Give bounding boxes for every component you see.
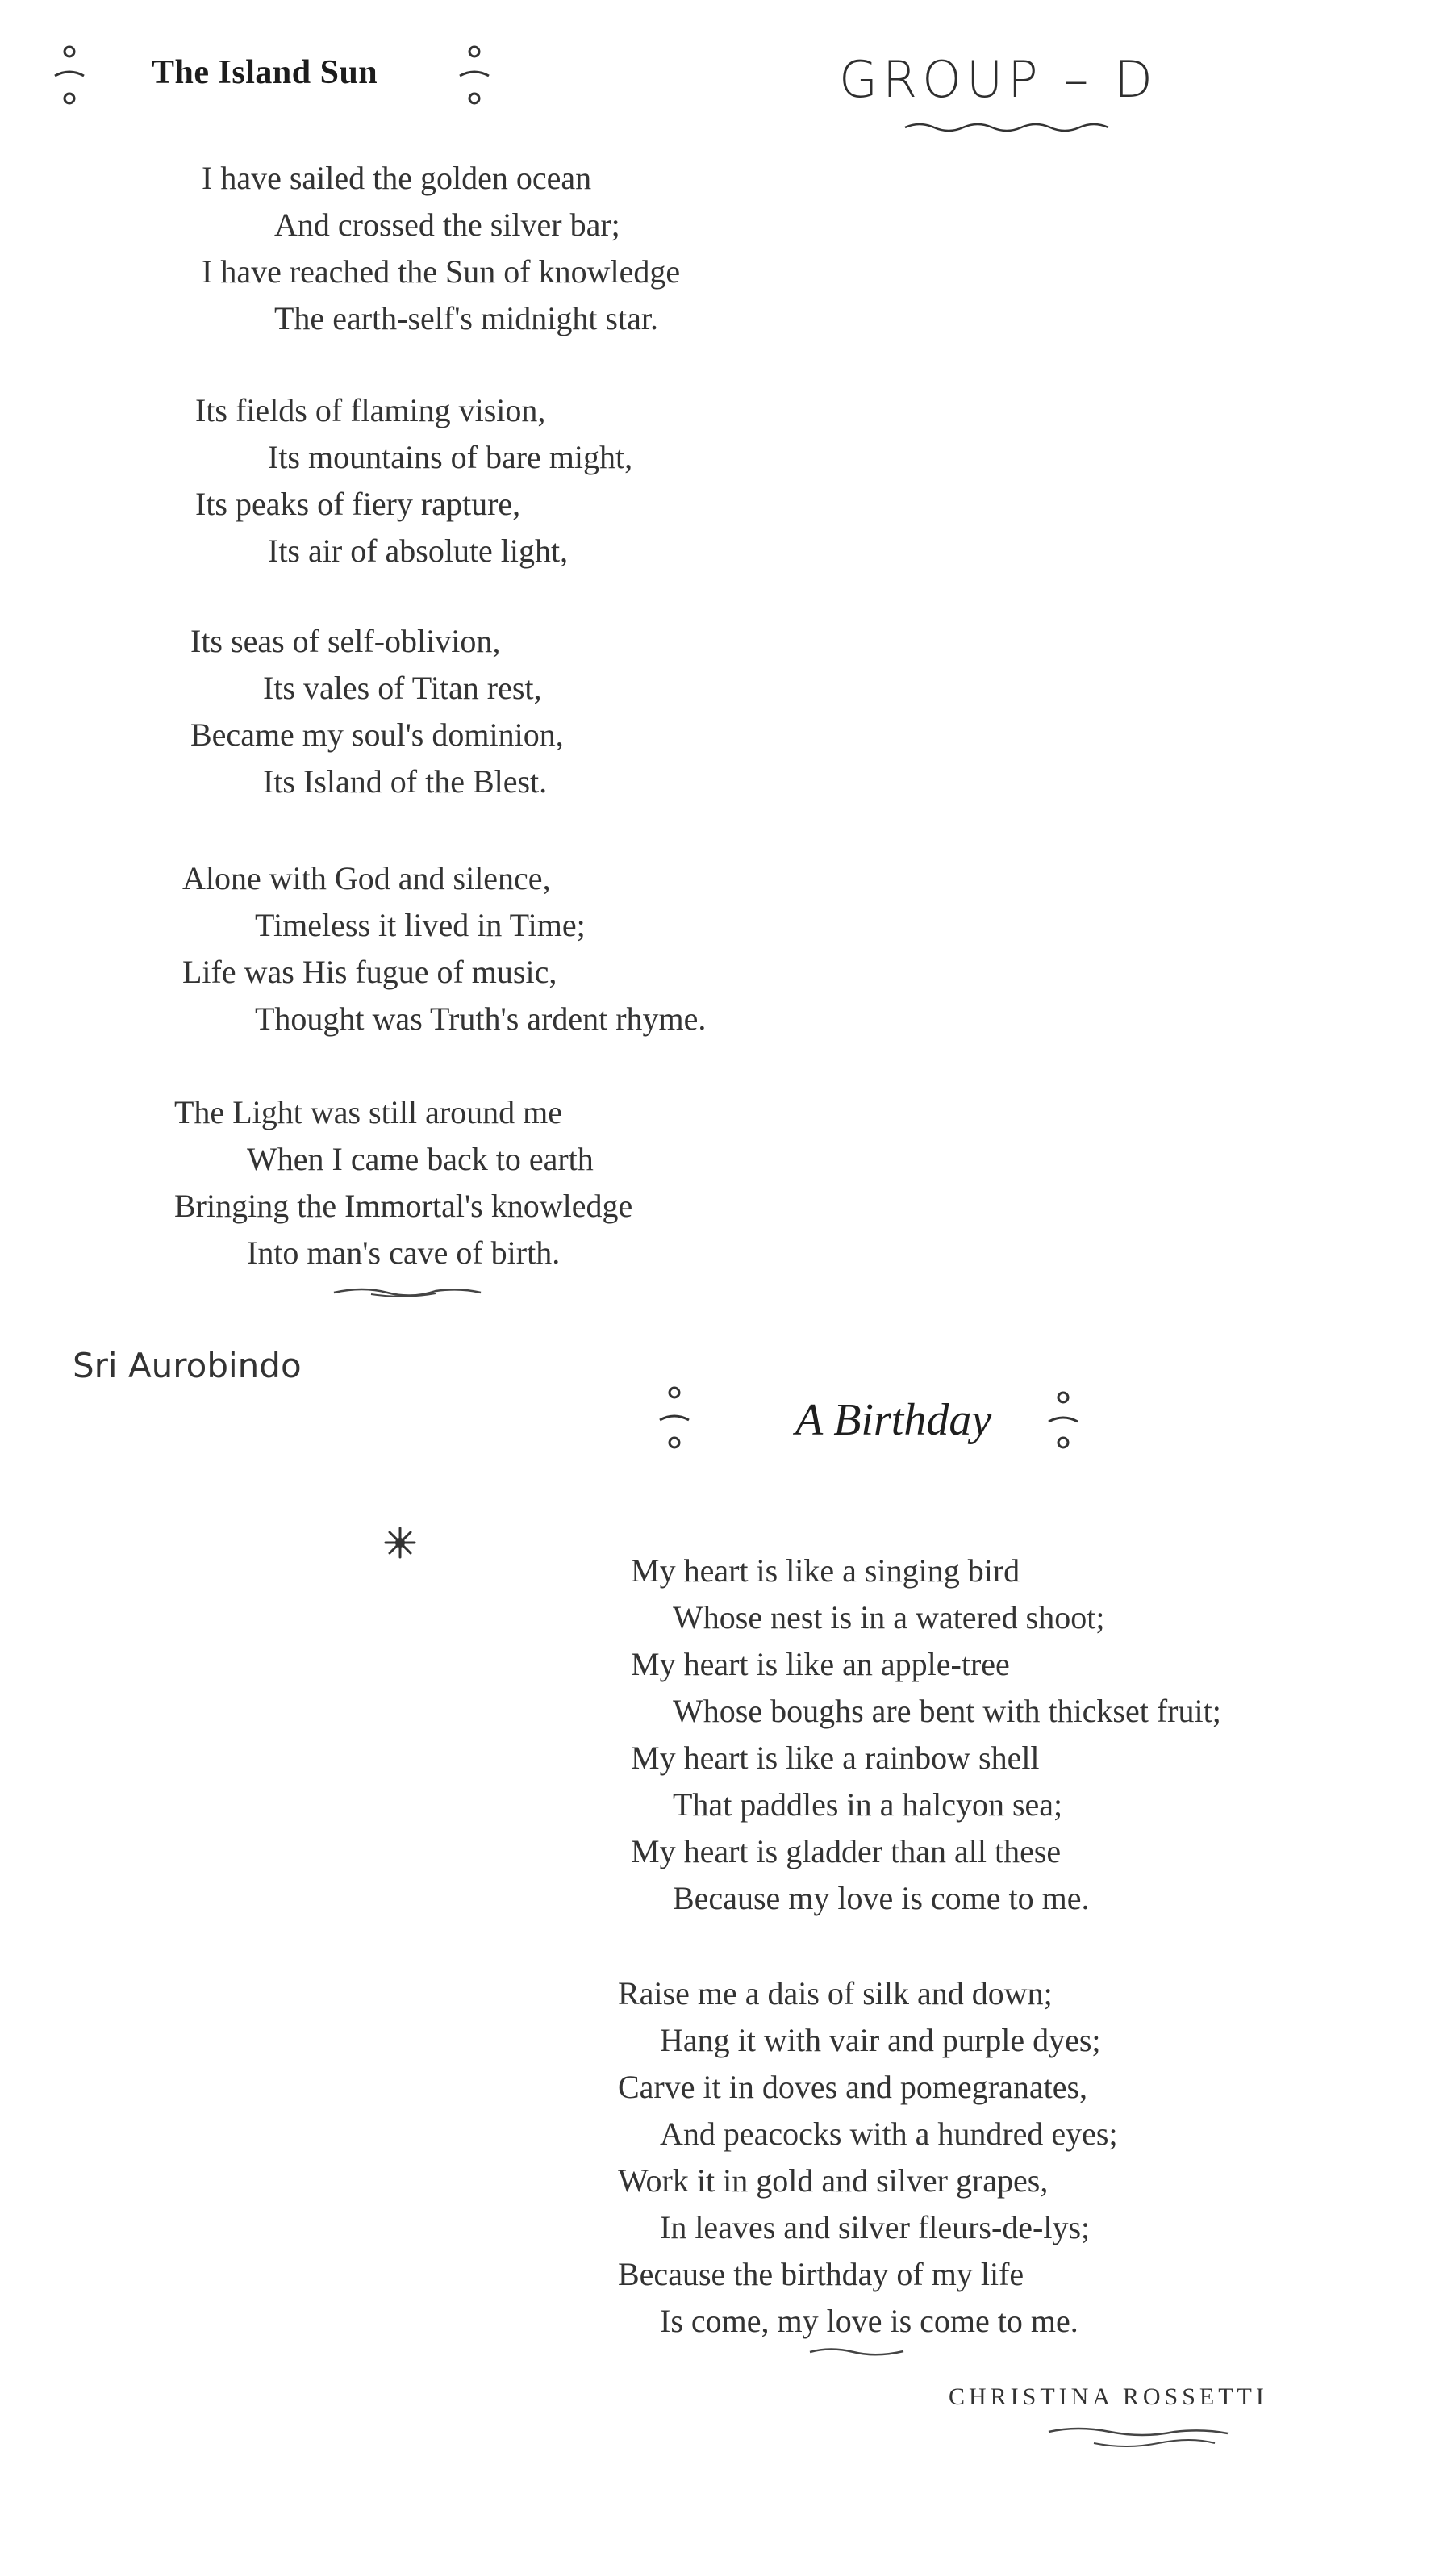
poem-line: Its mountains of bare might, (268, 439, 633, 475)
poem1-stanza-5 (174, 1089, 632, 1276)
poem1-stanza-1 (202, 155, 680, 342)
flourish-ornament-icon (1045, 2424, 1231, 2453)
ornament-divider-icon (657, 1381, 692, 1454)
poem2-title: A Birthday (795, 1395, 992, 1445)
poem1-title: The Island Sun (152, 54, 378, 91)
poem-line: Because the birthday of my life (618, 2256, 1024, 2292)
poem1-stanza-3 (190, 618, 564, 805)
poem-line: Timeless it lived in Time; (255, 907, 586, 943)
poem-line: Hang it with vair and purple dyes; (660, 2022, 1101, 2058)
poem-line: The earth-self's midnight star. (274, 300, 658, 336)
poem-line: Carve it in doves and pomegranates, (618, 2069, 1088, 2105)
flourish-ornament-icon (807, 2345, 912, 2358)
poem-line: Its Island of the Blest. (263, 763, 548, 800)
poem-line: Life was His fugue of music, (182, 954, 557, 990)
poem-line: Because my love is come to me. (673, 1880, 1090, 1916)
poem-line: My heart is like an apple-tree (631, 1646, 1010, 1682)
poem-line: Its fields of flaming vision, (195, 392, 546, 428)
poem-line: My heart is gladder than all these (631, 1833, 1062, 1869)
poem-line: In leaves and silver fleurs-de-lys; (660, 2209, 1091, 2245)
poem-line: Its air of absolute light, (268, 533, 569, 569)
poem2-author: CHRISTINA ROSSETTI (949, 2383, 1268, 2410)
poem-line: Alone with God and silence, (182, 860, 551, 896)
poem-line: Bringing the Immortal's knowledge (174, 1188, 633, 1224)
poem-line: I have sailed the golden ocean (202, 160, 592, 196)
poem-line: Became my soul's dominion, (190, 716, 564, 753)
poem-line: Whose boughs are bent with thickset fruit; (673, 1693, 1221, 1729)
poem-line: Its vales of Titan rest, (263, 670, 542, 706)
poem-line: The Light was still around me (174, 1094, 563, 1130)
flourish-ornament-icon (331, 1283, 484, 1301)
poem-line: When I came back to earth (247, 1141, 594, 1177)
poem1-stanza-2 (195, 387, 632, 574)
poem-line: I have reached the Sun of knowledge (202, 253, 681, 290)
ornament-divider-icon (52, 40, 87, 113)
poem-line: My heart is like a rainbow shell (631, 1740, 1040, 1776)
poem2-stanza-1 (631, 1548, 1221, 1922)
poem-line: That paddles in a halcyon sea; (673, 1786, 1063, 1823)
ornament-divider-icon (457, 40, 492, 113)
asterisk-ornament-icon (382, 1525, 418, 1560)
poem-line: Is come, my love is come to me. (660, 2303, 1078, 2339)
poem-line: Raise me a dais of silk and down; (618, 1975, 1053, 2011)
poem-line: And peacocks with a hundred eyes; (660, 2116, 1118, 2152)
poem2-stanza-2 (618, 1970, 1118, 2345)
poem1-stanza-4 (182, 855, 706, 1042)
poem-line: Thought was Truth's ardent rhyme. (255, 1000, 707, 1037)
poem-line: Its seas of self-oblivion, (190, 623, 501, 659)
poem-line: And crossed the silver bar; (274, 207, 620, 243)
poem1-author: Sri Aurobindo (73, 1346, 302, 1385)
poem-line: Whose nest is in a watered shoot; (673, 1599, 1105, 1635)
handwritten-underline (903, 119, 1113, 136)
poem-line: Into man's cave of birth. (247, 1234, 561, 1271)
poem-line: Work it in gold and silver grapes, (618, 2162, 1049, 2199)
poem-line: My heart is like a singing bird (631, 1552, 1020, 1589)
group-label: GROUP – D (839, 50, 1158, 109)
poem-line: Its peaks of fiery rapture, (195, 486, 521, 522)
ornament-divider-icon (1045, 1381, 1081, 1454)
